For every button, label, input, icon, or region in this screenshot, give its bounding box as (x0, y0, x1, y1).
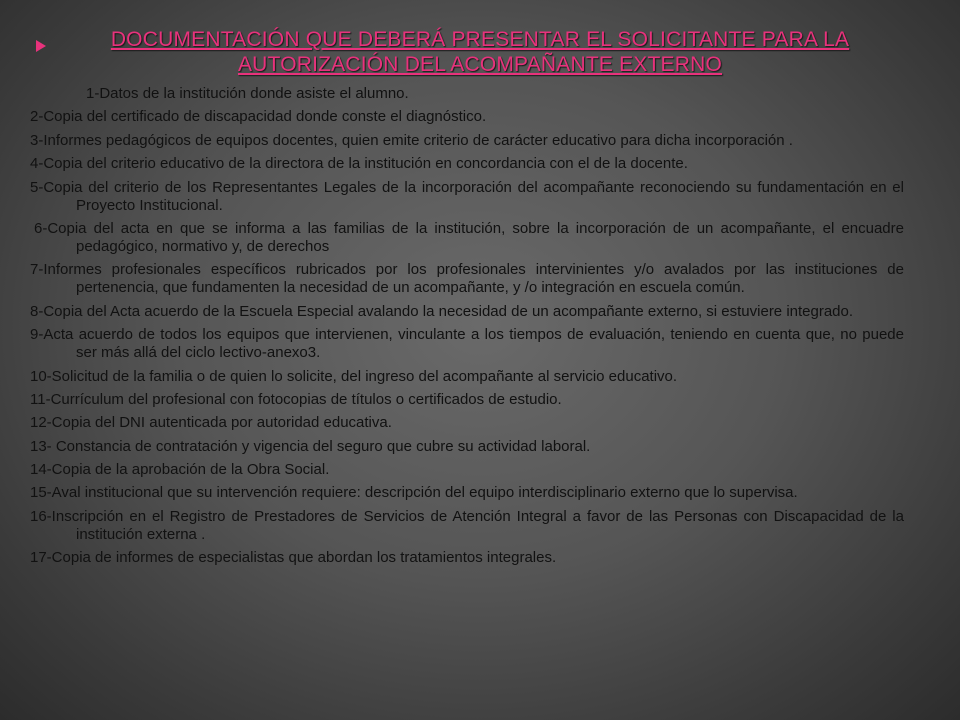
list-item: 12-Copia del DNI autenticada por autoridad educativa. (30, 414, 392, 432)
list-item: 5-Copia del criterio de los Representantes Legales de la incorporación del acompañante reconociendo su fundamentación en el Proyecto Institucional. (30, 178, 904, 214)
title-line-2: AUTORIZACIÓN DEL ACOMPAÑANTE EXTERNO (237, 53, 723, 76)
title-line-1: DOCUMENTACIÓN QUE DEBERÁ PRESENTAR EL SOLICITANTE PARA LA (110, 28, 850, 51)
list-item: 1-Datos de la institución donde asiste el alumno. (86, 85, 409, 102)
list-item: 14-Copia de la aprobación de la Obra Social. (30, 461, 330, 479)
list-item: 11-Currículum del profesional con fotocopias de títulos o certificados de estudio. (30, 390, 562, 408)
list-item: 4-Copia del criterio educativo de la directora de la institución en concordancia con el de la docente. (30, 155, 688, 173)
list-item: 2-Copia del certificado de discapacidad donde conste el diagnóstico. (30, 108, 487, 126)
list-item: 17-Copia de informes de especialistas que abordan los tratamientos integrales. (30, 549, 557, 567)
list-item: 7-Informes profesionales específicos rubricados por los profesionales intervinientes y/o avalados por las instituciones de pertenencia, que fundamenten la necesidad de un acompañante, y /o integración en escuela común. (30, 261, 904, 297)
list-item: 3-Informes pedagógicos de equipos docentes, quien emite criterio de carácter educativo para dicha incorporación . (30, 131, 793, 149)
list-item: 9-Acta acuerdo de todos los equipos que intervienen, vinculante a los tiempos de evaluación, teniendo en cuenta que, no puede ser más allá del ciclo lectivo-anexo3. (30, 326, 904, 362)
list-item: 8-Copia del Acta acuerdo de la Escuela Especial avalando la necesidad de un acompañante externo, si estuviere integrado. (30, 302, 854, 320)
list-item: 15-Aval institucional que su intervención requiere: descripción del equipo interdisciplinario externo que lo supervisa. (30, 484, 798, 502)
page-title (30, 27, 930, 77)
list-item: 13- Constancia de contratación y vigencia del seguro que cubre su actividad laboral. (30, 437, 591, 455)
requirements-list (30, 85, 904, 573)
list-item: 16-Inscripción en el Registro de Prestadores de Servicios de Atención Integral a favor de las Personas con Discapacidad de la institución externa . (30, 507, 904, 543)
list-item: 10-Solicitud de la familia o de quien lo solicite, del ingreso del acompañante al servicio educativo. (30, 367, 678, 385)
list-item: 6-Copia del acta en que se informa a las familias de la institución, sobre la incorporación de un acompañante, el encuadre pedagógico, normativo y, de derechos (34, 219, 904, 255)
